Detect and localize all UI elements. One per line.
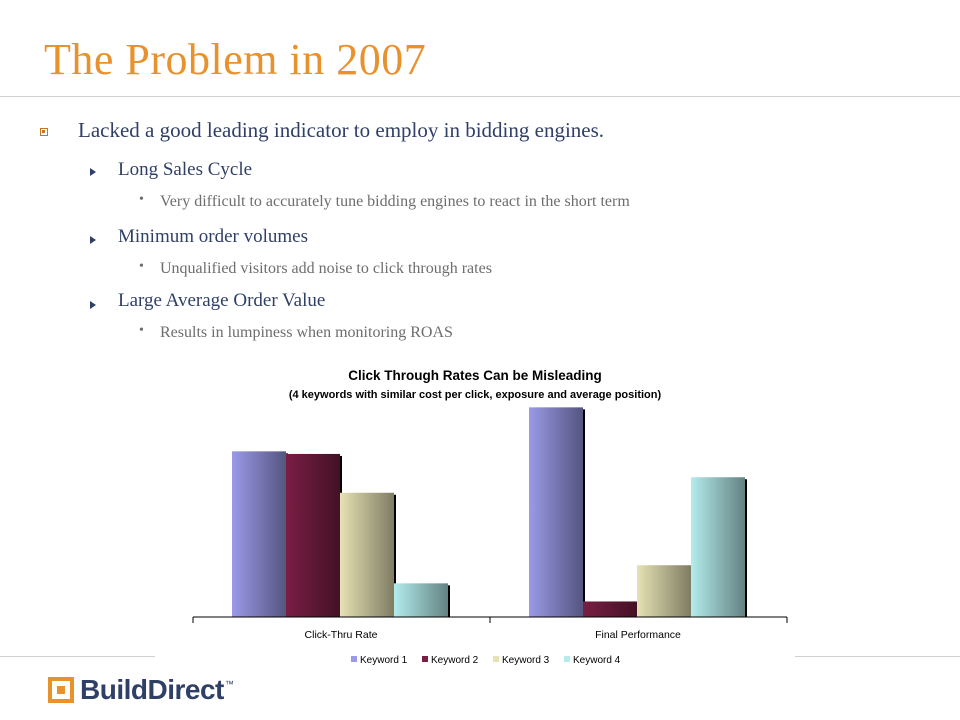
x-tick-label: Click-Thru Rate	[304, 629, 378, 641]
bar	[232, 451, 286, 617]
legend-label: Keyword 2	[431, 655, 479, 666]
sub-bullet-detail: Results in lumpiness when monitoring ROAS	[160, 324, 453, 341]
builddirect-logo	[48, 675, 234, 705]
arrow-bullet-icon	[90, 301, 96, 309]
legend-swatch	[564, 656, 570, 662]
legend-swatch	[493, 656, 499, 662]
legend-swatch	[351, 656, 357, 662]
legend-label: Keyword 1	[360, 655, 408, 666]
chart-legend	[351, 655, 621, 666]
bar-group	[232, 407, 747, 617]
logo-text: BuildDirect	[80, 674, 224, 705]
chart-title: Click Through Rates Can be Misleading	[348, 368, 602, 383]
bar	[529, 407, 583, 617]
x-tick-label: Final Performance	[595, 629, 681, 641]
bar-chart	[155, 355, 795, 675]
dot-bullet-icon: •	[139, 323, 144, 338]
title-divider	[0, 96, 960, 97]
sub-bullet-label: Long Sales Cycle	[118, 159, 253, 180]
logo-trademark: ™	[224, 679, 234, 689]
legend-swatch	[422, 656, 428, 662]
bar	[286, 454, 340, 617]
arrow-bullet-icon	[90, 236, 96, 244]
dot-bullet-icon: •	[139, 192, 144, 207]
arrow-bullet-icon	[90, 168, 96, 176]
bar	[637, 565, 691, 617]
chart-subtitle: (4 keywords with similar cost per click, exposure and average position)	[288, 389, 662, 401]
sub-bullet-detail: Unqualified visitors add noise to click through rates	[160, 260, 492, 277]
chart-container	[155, 355, 795, 675]
dot-bullet-icon: •	[139, 259, 144, 274]
bar	[340, 493, 394, 617]
sub-bullet-detail: Very difficult to accurately tune bidding engines to react in the short term	[160, 193, 630, 210]
bar	[691, 477, 745, 617]
bar	[394, 583, 448, 617]
slide-title: The Problem in 2007	[44, 35, 427, 84]
sub-bullet-label: Large Average Order Value	[118, 290, 326, 311]
legend-label: Keyword 4	[573, 655, 621, 666]
logo-square-icon	[48, 677, 74, 703]
square-bullet-icon	[40, 128, 48, 136]
bullet-main: Lacked a good leading indicator to employ in bidding engines.	[78, 118, 605, 142]
sub-bullet-label: Minimum order volumes	[118, 226, 308, 247]
bar	[583, 601, 637, 617]
legend-label: Keyword 3	[502, 655, 550, 666]
